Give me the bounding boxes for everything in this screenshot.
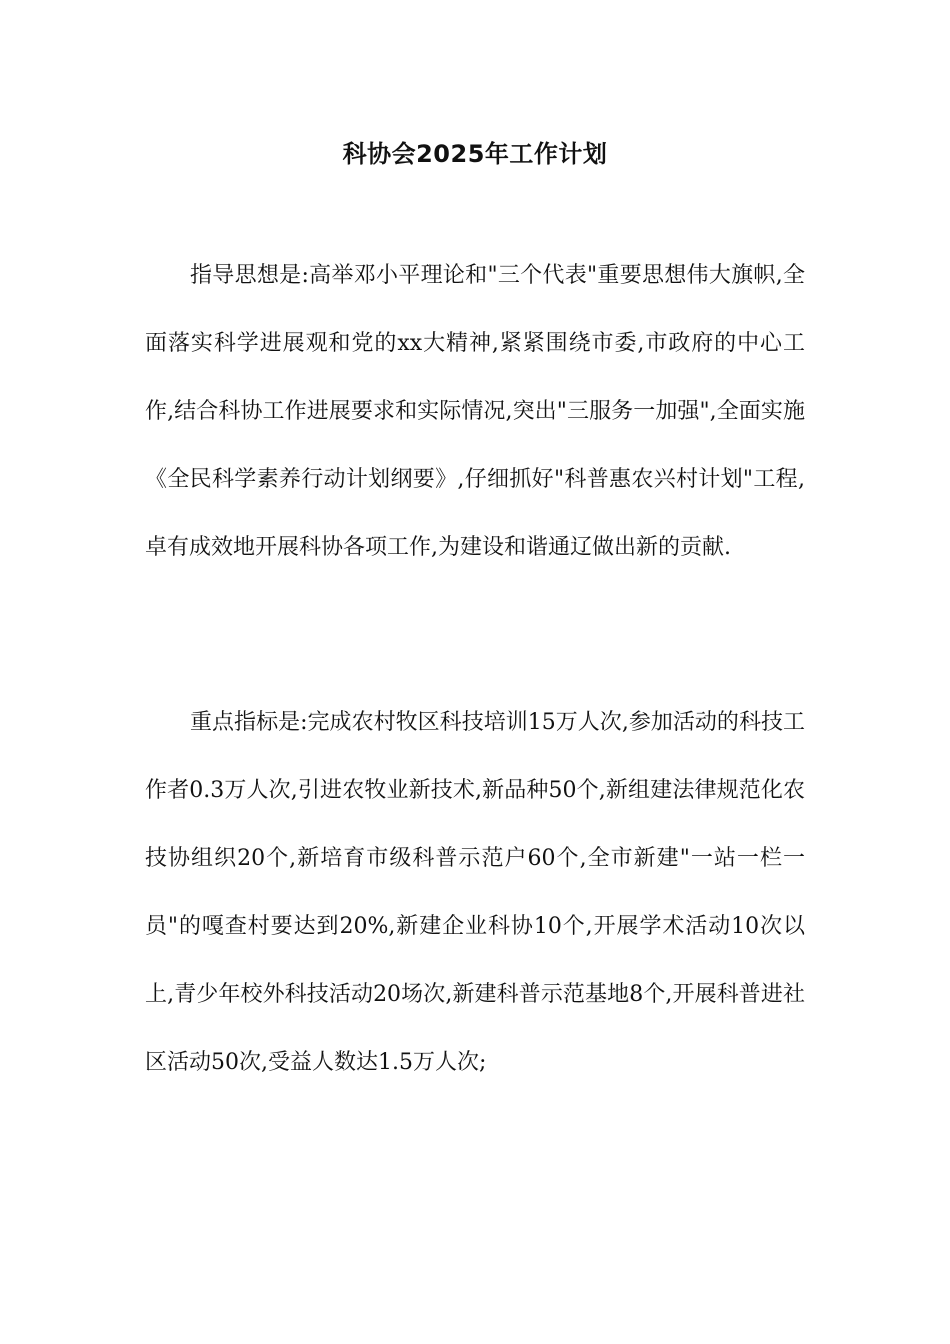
document-title: 科协会2025年工作计划 [342, 140, 608, 168]
paragraph-guiding-ideology: 指导思想是:高举邓小平理论和"三个代表"重要思想伟大旗帜,全面落实科学进展观和党的xx大精神,紧紧围绕市委,市政府的中心工作,结合科协工作进展要求和实际情况,突出"三服务一加强",全面实施《全民科学素养行动计划纲要》,仔细抓好"科普惠农兴村计划"工程,卓有成效地开展科协各项工作,为建设和谐通辽做出新的贡献. [145, 263, 805, 560]
paragraph-key-indicators: 重点指标是:完成农村牧区科技培训15万人次,参加活动的科技工作者0.3万人次,引进农牧业新技术,新品种50个,新组建法律规范化农技协组织20个,新培育市级科普示范户60个,全市新建"一站一栏一员"的嘎查村要达到20%,新建企业科协10个,开展学术活动10次以上,青少年校外科技活动20场次,新建科普示范基地8个,开展科普进社区活动50次,受益人数达1.5万人次; [145, 710, 805, 1075]
